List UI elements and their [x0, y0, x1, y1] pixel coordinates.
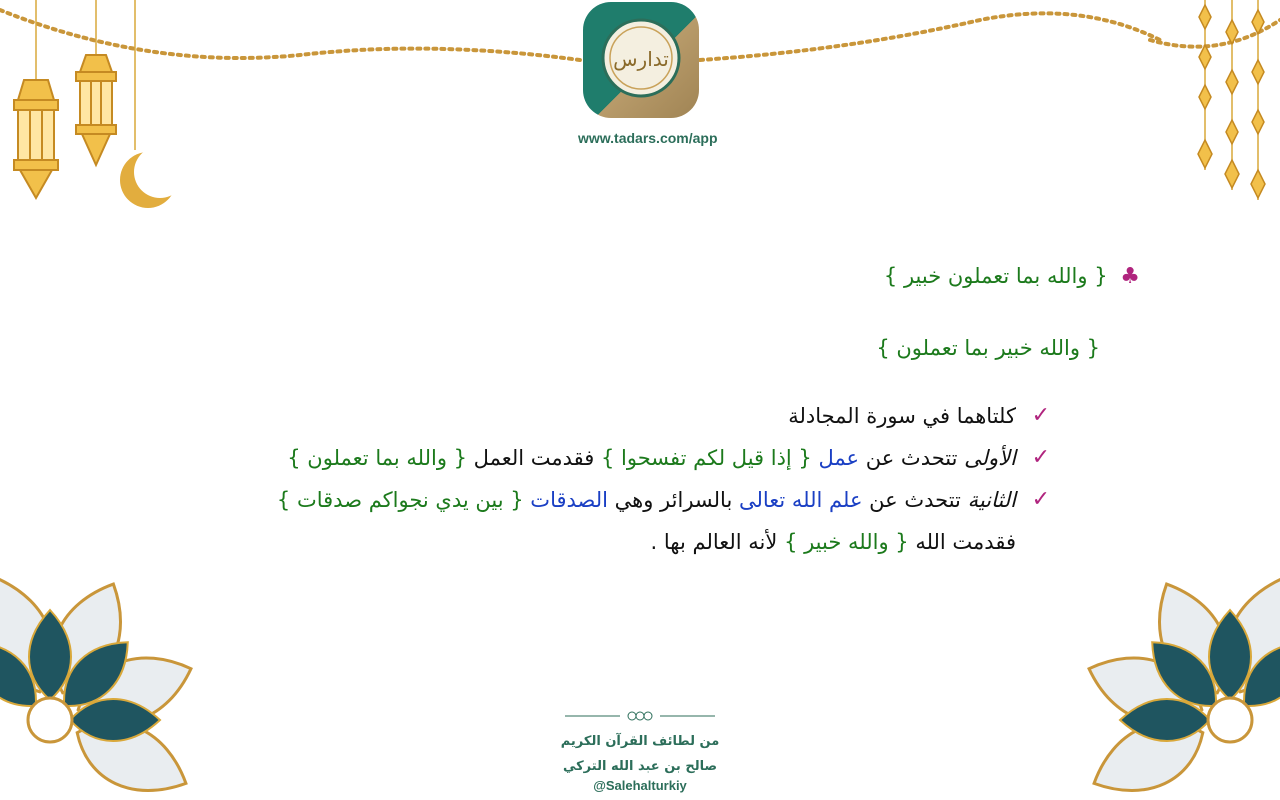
item-text: تتحدث عن — [862, 488, 968, 512]
hanging-diamonds-decoration — [1198, 0, 1265, 200]
verse-text: { والله بما تعملون خبير } — [883, 264, 1108, 288]
keyword: علم الله تعالى — [738, 488, 863, 512]
flower-decoration — [0, 520, 200, 800]
verse-text: { بين يدي نجواكم صدقات } — [276, 488, 531, 512]
logo — [578, 0, 718, 146]
verse-text: { إذا قيل لكم تفسحوا } — [594, 446, 819, 470]
check-icon: ✓ — [1031, 403, 1050, 428]
ornament-divider-icon — [560, 708, 720, 724]
lantern-icon — [76, 55, 116, 165]
flower-decoration — [1080, 520, 1280, 800]
footer-line-2: صالح بن عبد الله التركي — [562, 759, 718, 774]
item-lead: الأولى — [964, 446, 1016, 470]
check-icon: ✓ — [1031, 487, 1050, 512]
lantern-icon — [14, 80, 58, 198]
verse-line-2 — [876, 336, 1100, 360]
keyword: عمل — [818, 446, 860, 470]
keyword: الصدقات — [530, 488, 608, 512]
item-text: تتحدث عن — [859, 446, 965, 470]
tadars-logo-icon — [581, 0, 701, 120]
item-text: كلتاهما في سورة المجادلة — [788, 404, 1016, 428]
list-item — [130, 395, 1050, 437]
list-item — [130, 479, 1050, 521]
item-text: فقدمت العمل — [467, 446, 595, 470]
footer-line-1: من لطائف القرآن الكريم — [560, 734, 720, 749]
item-text: فقدمت الله — [908, 530, 1016, 554]
check-icon: ✓ — [1031, 445, 1050, 470]
checklist — [130, 395, 1050, 563]
crescent-moon-icon — [120, 146, 186, 208]
club-bullet-icon: ♣ — [1120, 264, 1140, 289]
verse-text: { والله خبير بما تعملون } — [876, 336, 1100, 360]
item-text: بالسرائر وهي — [607, 488, 739, 512]
verse-text: { والله بما تعملون } — [287, 446, 467, 470]
footer-credit — [540, 708, 740, 793]
item-lead: الثانية — [967, 488, 1016, 512]
verse-line-1 — [884, 264, 1140, 289]
list-item — [130, 437, 1050, 479]
list-item-continuation — [130, 521, 1050, 563]
item-text: لأنه العالم بها . — [650, 530, 785, 554]
verse-text: { والله خبير } — [784, 530, 909, 554]
footer-handle[interactable]: @Salehalturkiy — [593, 778, 687, 793]
site-url[interactable]: www.tadars.com/app — [578, 130, 718, 146]
svg-text:تدارس: تدارس — [613, 47, 669, 71]
